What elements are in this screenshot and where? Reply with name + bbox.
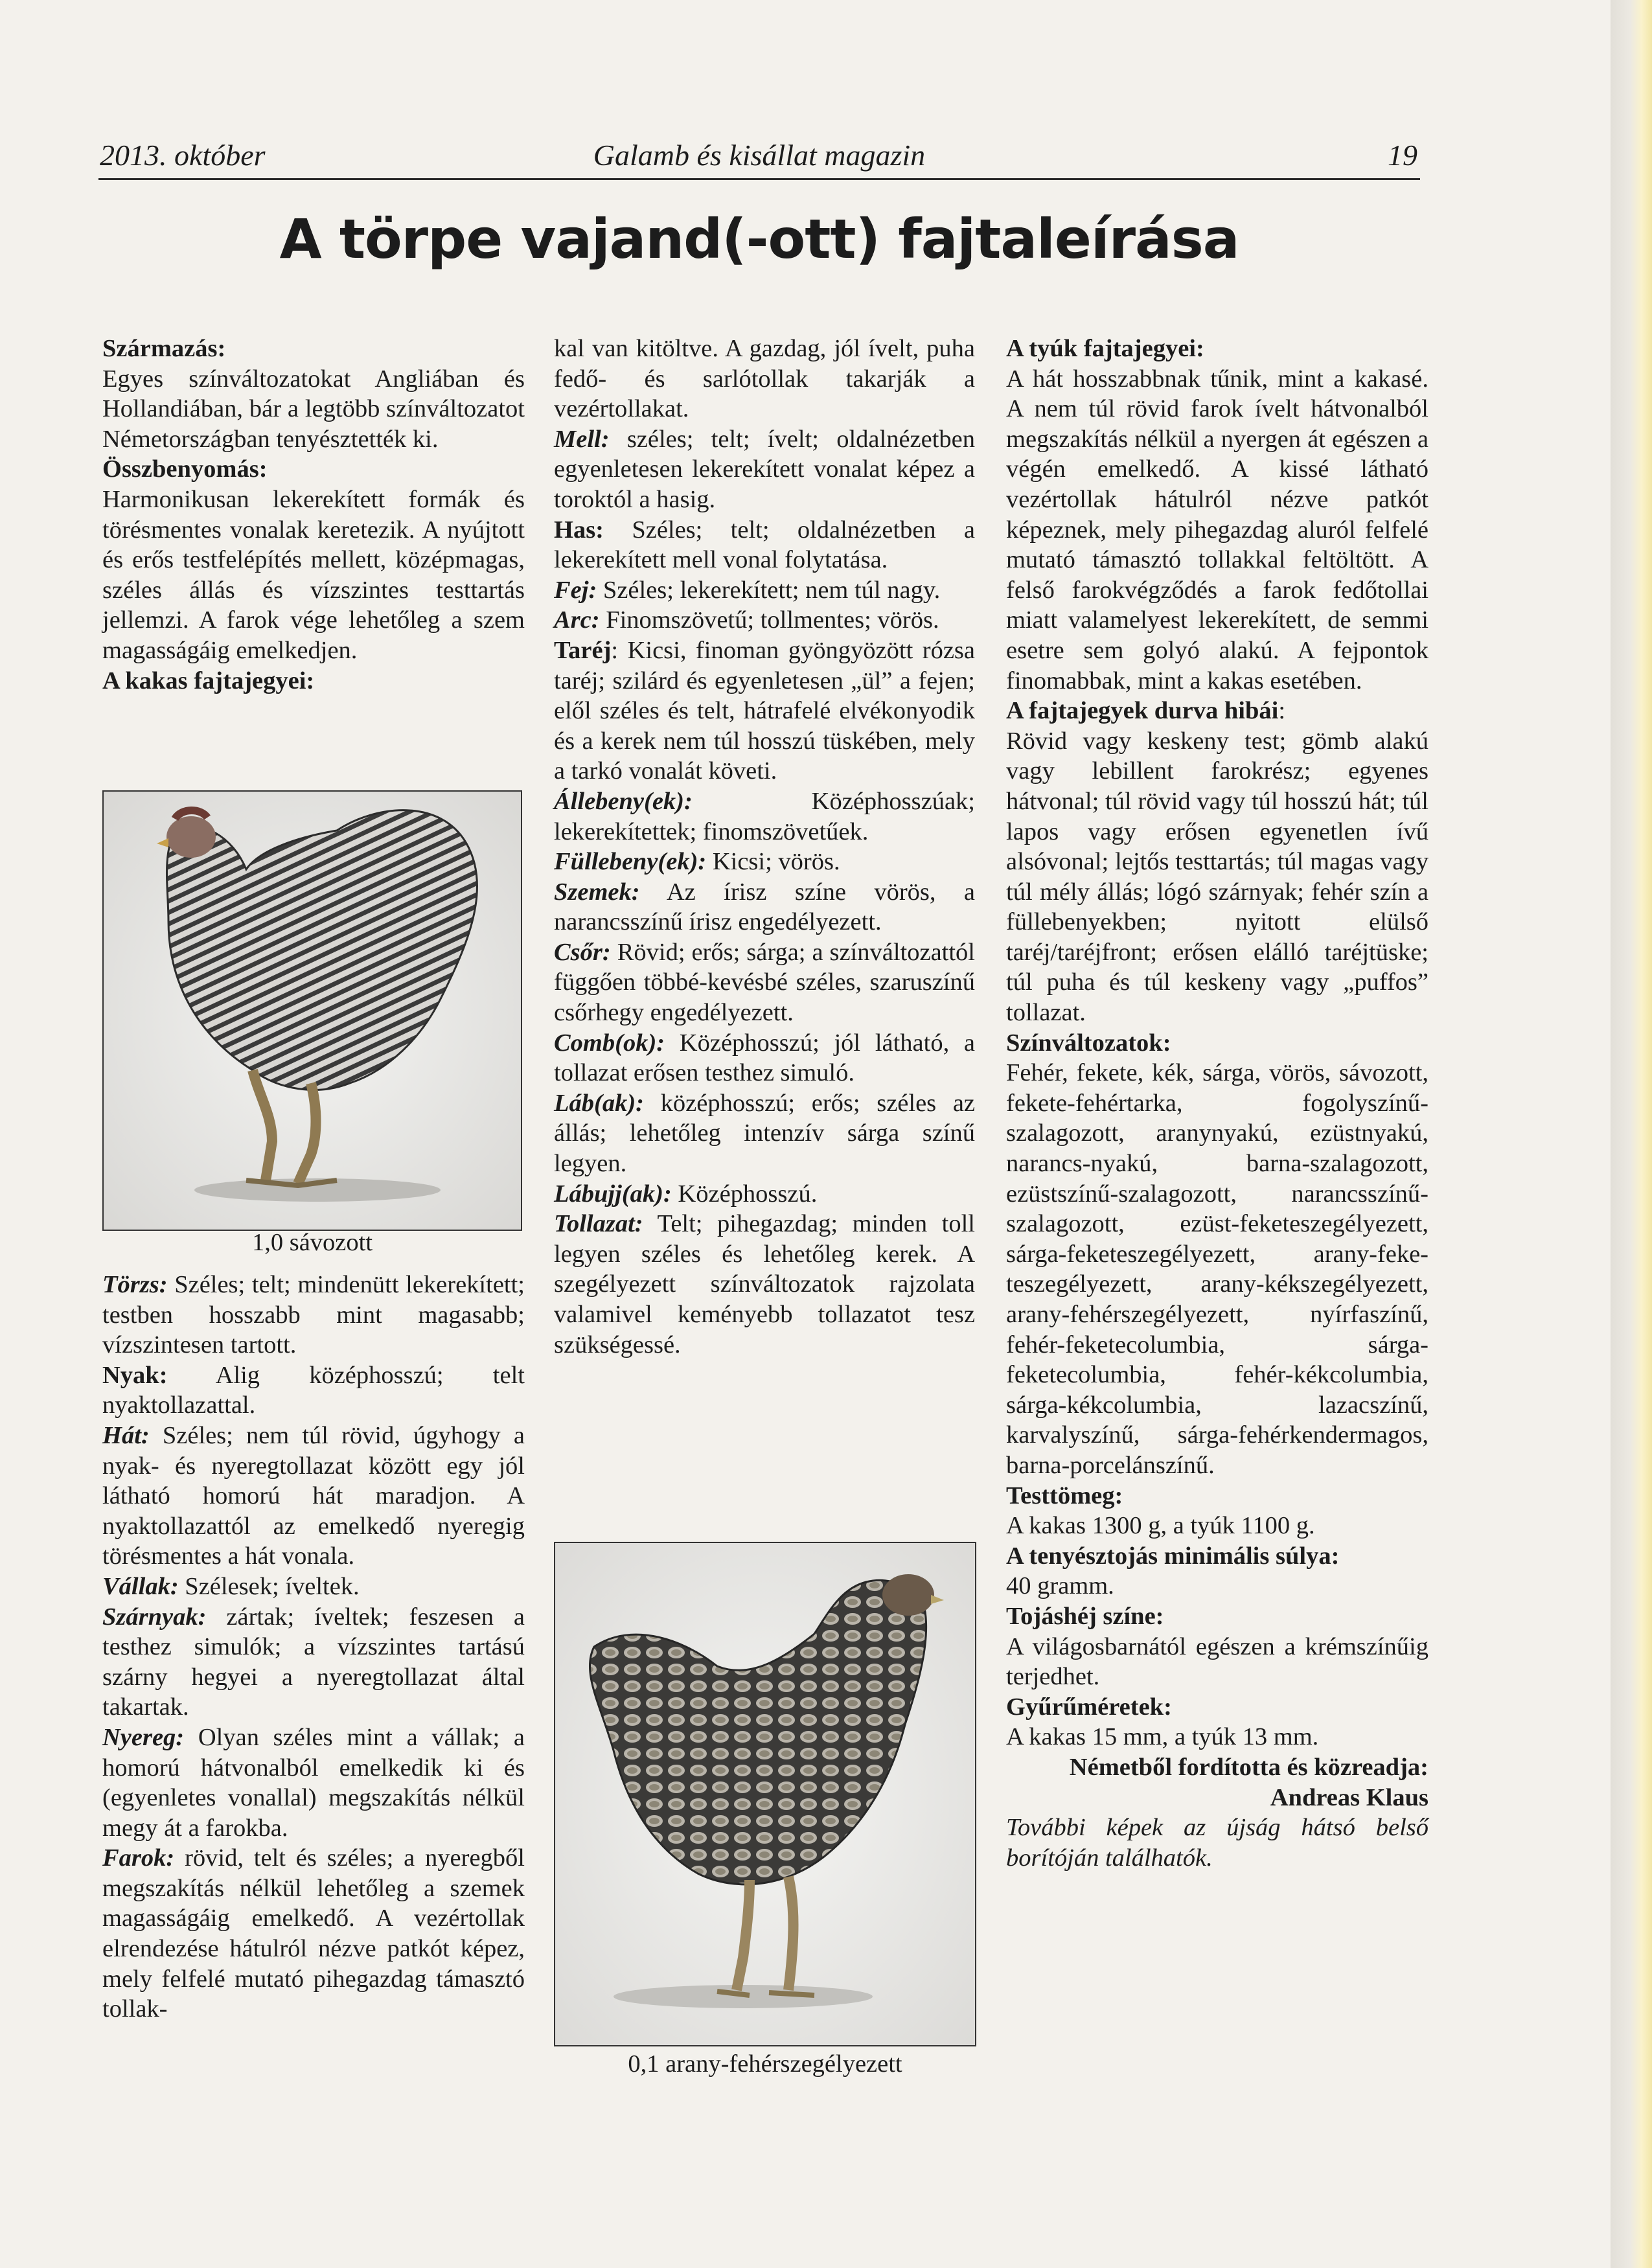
page-number: 19 [1388, 139, 1417, 172]
szarnyak-paragraph [102, 1602, 525, 1723]
allebeny-label: Állebeny(ek): [554, 787, 693, 815]
fej-text: Széles; lekerekített; nem túl nagy. [602, 576, 941, 604]
lab-paragraph [554, 1088, 975, 1179]
comb-text: Középhosszú; jól látható, a tollazat erősen testhez simuló. [554, 1029, 975, 1087]
csor-label: Csőr: [554, 938, 611, 966]
mell-label: Mell: [554, 425, 610, 453]
arc-label: Arc: [554, 606, 600, 634]
csor-paragraph [554, 937, 975, 1028]
arc-paragraph [554, 605, 975, 636]
issue-date: 2013. október [100, 139, 266, 172]
farok-text: rövid, telt és széles; a nyeregből megszakítás nélkül lehetőleg a szemek magasságáig emelkedő. A vezértollak elrendezése hátulról nézve patkót képez, mely felfelé mutató pihegazdag támasztó tollak- [102, 1844, 525, 2023]
hen-heading: A tyúk fajtajegyei: [1006, 335, 1204, 362]
scan-edge [1611, 0, 1652, 2268]
has-text: Széles; telt; oldalnézetben a lekerekített mell vonal folytatása. [554, 516, 976, 574]
tarej-text: : Kicsi, finoman gyöngyözött rózsa taréj; szilárd és egyenletesen „ül” a fejen; elől széles és telt, hátrafelé elvékonyodik és a kerek nem túl hosszú tüskében, mely a tarkó vonalát követi. [554, 636, 975, 785]
szarnyak-label: Szárnyak: [102, 1603, 207, 1631]
hat-text: Széles; nem túl rövid, úgyhogy a nyak- és nyeregtollazat között egy jól látható homorú hát maradjon. A nyaktollazattól az emelkedő nyeregig törésmentes a hát vonala. [102, 1421, 525, 1570]
hen-photo [554, 1542, 976, 2046]
hen-text: A hát hosszabbnak tűnik, mint a kakasé. A nem túl rövid farok ívelt hátvonalból megszakítás nélkül a nyergen át egészen a végén emelkedő. A kissé látható vezértollak hátulról nézve patkót képeznek, mely pihegazdag aluról felfelé mutató támasztó tollakkal feltöltött. A felső farokvégződés a farok fedőtollai miatt valamelyest lekerekített, de semmi esetre sem golyó alakú. A fejpontok finomabbak, mint a kakas esetében. [1006, 365, 1428, 694]
csor-text: Rövid; erős; sárga; a színváltozattól függően többé-kevésbé széles, szaruszínű csőrhegy engedélyezett. [554, 938, 976, 1027]
cock-photo-caption: 1,0 sávozott [251, 1229, 373, 1256]
fullebeny-label: Füllebeny(ek): [554, 848, 707, 876]
overall-heading: Összbenyomás: [102, 455, 268, 483]
nyak-paragraph [102, 1360, 525, 1421]
mell-paragraph [554, 424, 975, 515]
comb-paragraph [554, 1028, 975, 1088]
magazine-name: Galamb és kisállat magazin [593, 139, 926, 172]
hen-head [882, 1574, 934, 1616]
origin-heading: Származás: [102, 335, 226, 362]
arc-text: Finomszövetű; tollmentes; vörös. [606, 606, 939, 634]
szemek-paragraph [554, 877, 975, 937]
nyereg-paragraph [102, 1723, 525, 1843]
colors-heading: Színváltozatok: [1006, 1029, 1171, 1057]
farok-paragraph [102, 1843, 525, 2024]
nyak-text: Alig középhosszú; telt nyaktollazattal. [102, 1361, 525, 1419]
farok-label: Farok: [102, 1844, 175, 1872]
column-1-bottom [102, 1270, 525, 2024]
torzs-label: Törzs: [102, 1271, 168, 1298]
cock-photo [102, 790, 522, 1231]
vallak-label: Vállak: [102, 1572, 179, 1600]
faults-text: Rövid vagy keskeny test; gömb alakú vagy lebillent farokrész; egyenes hátvonal; túl rövid vagy túl hosszú hát; túl lapos vagy erősen egyenetlen ívű alsóvonal; lejtős testtartás; túl magas vagy túl mély állás; lógó szárnyak; fehér szín a füllebenyekben; nyitott elülső taréj/taréjfront; erősen elálló taréjtüske; túl puha és túl keskeny vagy „puffos” tollazat. [1006, 727, 1428, 1027]
fej-label: Fej: [554, 576, 597, 604]
vallak-text: Szélesek; íveltek. [185, 1572, 360, 1600]
column-1-top [102, 334, 525, 696]
fej-paragraph [554, 575, 975, 606]
vallak-paragraph [102, 1572, 525, 1602]
szemek-label: Szemek: [554, 878, 640, 906]
egg-heading: A tenyésztojás minimális súlya: [1006, 1542, 1340, 1570]
tarej-label: Taréj [554, 636, 612, 664]
credit-line: Németből fordította és közreadja: [1069, 1753, 1428, 1781]
labujj-paragraph [554, 1179, 975, 1209]
fullebeny-text: Kicsi; vörös. [712, 848, 840, 876]
egg-text: 40 gramm. [1006, 1572, 1114, 1600]
torzs-paragraph [102, 1270, 525, 1360]
tollazat-label: Tollazat: [554, 1210, 643, 1238]
col2-continuation: kal van kitöltve. A gazdag, jól ívelt, puha fedő- és sarlótollak takarják a vezértollakat. [554, 335, 975, 423]
labujj-label: Lábujj(ak): [554, 1180, 672, 1208]
nyak-label: Nyak: [102, 1361, 168, 1389]
nyereg-label: Nyereg: [102, 1723, 185, 1751]
overall-text: Harmonikusan lekerekített formák és törésmentes vonalak keretezik. A nyújtott és erős testfelépítés mellett, középmagas, széles állás és vízszintes testtartás jellemzi. A farok vége lehetőleg a szem magasságáig emelkedjen. [102, 485, 525, 664]
faults-colon: : [1278, 697, 1286, 725]
allebeny-text: Középhosszúak; lekerekítettek; finomszövetűek. [554, 787, 975, 845]
nyereg-text: Olyan széles mint a vállak; a homorú hátvonalból emelkedik ki és (egyenletes vonallal) megszakítás nélkül megy át a farokba. [102, 1723, 525, 1842]
origin-text: Egyes színváltozatokat Angliában és Hollandiában, bár a legtöbb színváltozatot Németországban tenyésztették ki. [102, 365, 525, 453]
weight-heading: Testtömeg: [1006, 1482, 1123, 1509]
hat-label: Hát: [102, 1421, 150, 1449]
hat-paragraph [102, 1421, 525, 1572]
tollazat-text: Telt; pihegazdag; minden toll legyen széles és lehetőleg kerek. A szegélyezett színváltozatok rajzolata valamivel keményebb tollazatot tesz szükségessé. [554, 1210, 975, 1358]
szemek-text: Az írisz színe vörös, a narancsszínű írisz engedélyezett. [554, 878, 975, 936]
mell-text: széles; telt; ívelt; oldalnézetben egyenletesen lekerekített vonalat képez a toroktól a hasig. [554, 425, 975, 513]
szarnyak-text: zártak; íveltek; feszesen a testhez simulók; a vízszintes tartású szárny hegyei a nyeregtollazat által takartak. [102, 1603, 525, 1721]
shell-text: A világosbarnától egészen a krémszínűig terjedhet. [1006, 1632, 1428, 1691]
labujj-text: Középhosszú. [678, 1180, 818, 1208]
article-title: A törpe vajand(-ott) fajtaleírása [279, 207, 1239, 271]
ring-text: A kakas 15 mm, a tyúk 13 mm. [1006, 1723, 1319, 1751]
running-header [98, 133, 1420, 180]
lab-text: középhosszú; erős; széles az állás; lehetőleg intenzív sárga színű legyen. [554, 1089, 976, 1178]
further-images-note: További képek az újság hátsó belső borítóján találhatók. [1006, 1814, 1428, 1872]
weight-text: A kakas 1300 g, a tyúk 1100 g. [1006, 1512, 1315, 1540]
column-2-top [554, 334, 975, 1360]
author-name: Andreas Klaus [1270, 1783, 1428, 1811]
column-3 [1006, 334, 1428, 1873]
colors-text: Fehér, fekete, kék, sárga, vörös, sávozott, fekete-fehértarka, fogolyszínű-szalagozott, aranynyakú, ezüstnyakú, narancs-nyakú, barna-szalagozott, ezüstszínű-szalagozott, narancsszínű-szalagozott, ezüst-feketeszegélyezett, sárga-feketeszegélyezett, arany-feke-teszegélyezett, arany-kékszegélyezett, arany-fehérszegélyezett, nyírfaszínű, fehér-feketecolumbia, sárga-feketecolumbia, fehér-kékcolumbia, sárga-kékcolumbia, lazacszínű, karvalyszínű, sárga-fehérkendermagos, barna-porcelánszínű. [1006, 1059, 1428, 1479]
hen-photo-caption: 0,1 arany-fehérszegélyezett [628, 2050, 902, 2078]
cock-head [166, 816, 216, 858]
allebeny-paragraph [554, 786, 975, 847]
torzs-text: Széles; telt; mindenütt lekerekített; testben hosszabb mint magasabb; vízszintesen tartott. [102, 1271, 525, 1359]
has-label: Has: [554, 516, 604, 544]
has-paragraph [554, 515, 975, 575]
ring-heading: Gyűrűméretek: [1006, 1693, 1172, 1721]
comb-label: Comb(ok): [554, 1029, 665, 1057]
tollazat-paragraph [554, 1209, 975, 1360]
shell-heading: Tojáshéj színe: [1006, 1602, 1164, 1630]
faults-heading-line [1006, 696, 1428, 726]
cock-heading: A kakas fajtajegyei: [102, 667, 315, 694]
faults-heading: A fajtajegyek durva hibái [1006, 697, 1279, 725]
lab-label: Láb(ak): [554, 1089, 644, 1117]
fullebeny-paragraph [554, 847, 975, 877]
tarej-paragraph [554, 636, 975, 786]
